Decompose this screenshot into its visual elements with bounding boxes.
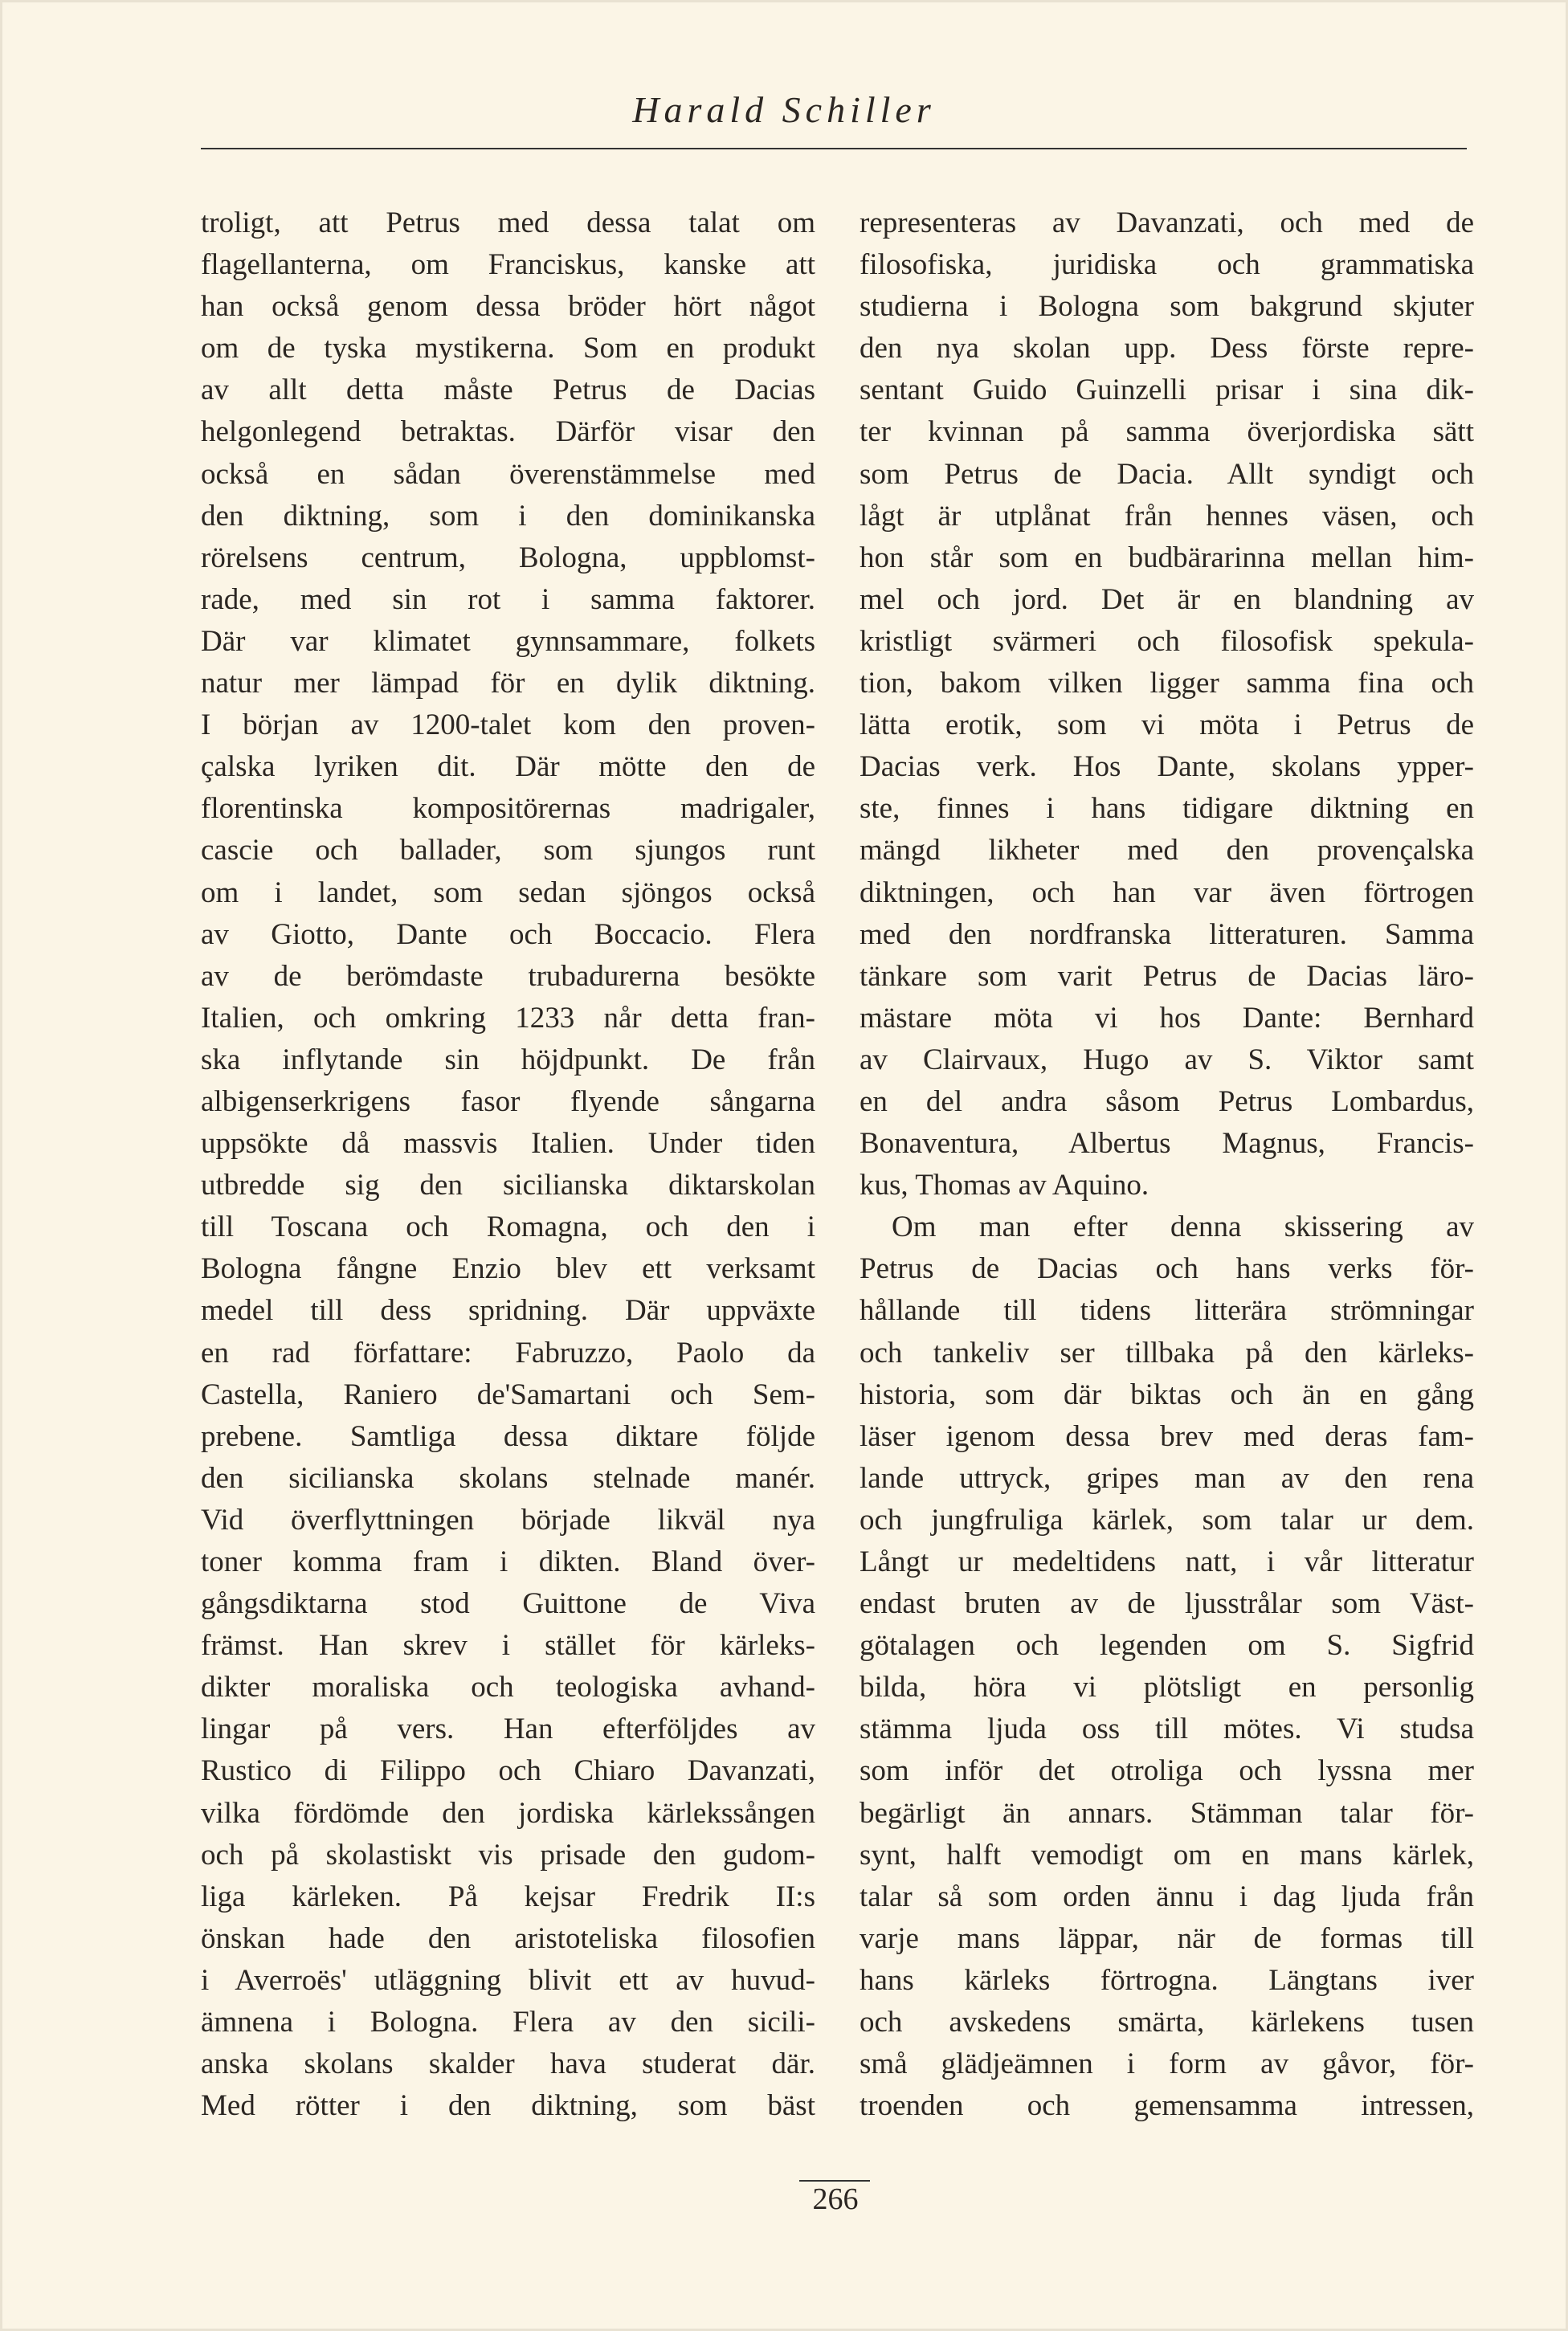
text-line: om i landet, som sedan sjöngos också — [201, 876, 815, 909]
text-line: en del andra såsom Petrus Lombardus, — [860, 1084, 1474, 1118]
text-line: Rustico di Filippo och Chiaro Davanzati, — [201, 1754, 815, 1788]
text-line: toner komma fram i dikten. Bland över- — [201, 1545, 815, 1578]
text-line: liga kärleken. På kejsar Fredrik II:s — [201, 1880, 815, 1913]
text-line: som Petrus de Dacia. Allt syndigt och — [860, 457, 1474, 491]
text-line: Långt ur medeltidens natt, i vår litteratur — [860, 1545, 1474, 1578]
header-rule — [201, 148, 1467, 149]
text-line: en rad författare: Fabruzzo, Paolo da — [201, 1336, 815, 1370]
text-line: albigenserkrigens fasor flyende sångarna — [201, 1084, 815, 1118]
text-line: Bologna fångne Enzio blev ett verksamt — [201, 1252, 815, 1286]
text-line: natur mer lämpad för en dylik diktning. — [201, 667, 815, 700]
text-line: kristligt svärmeri och filosofisk spekula- — [860, 624, 1474, 658]
text-line: endast bruten av de ljusstrålar som Väst- — [860, 1587, 1474, 1621]
text-line: dikter moraliska och teologiska avhand- — [201, 1671, 815, 1704]
text-line: tänkare som varit Petrus de Dacias läro- — [860, 959, 1474, 993]
text-line: troenden och gemensamma intressen, — [860, 2089, 1474, 2123]
text-line: den nya skolan upp. Dess förste repre- — [860, 332, 1474, 365]
text-line: med den nordfranska litteraturen. Samma — [860, 917, 1474, 951]
text-line: vilka fördömde den jordiska kärlekssången — [201, 1796, 815, 1830]
text-line: medel till dess spridning. Där uppväxte — [201, 1294, 815, 1328]
text-line: och avskedens smärta, kärlekens tusen — [860, 2006, 1474, 2039]
text-line: mängd likheter med den provençalska — [860, 834, 1474, 867]
text-line: och på skolastiskt vis prisade den gudom- — [201, 1838, 815, 1872]
text-line: talar så som orden ännu i dag ljuda från — [860, 1880, 1474, 1913]
text-line: utbredde sig den sicilianska diktarskolan — [201, 1169, 815, 1202]
text-line: rade, med sin rot i samma faktorer. — [201, 582, 815, 616]
text-line: ska inflytande sin höjdpunkt. De från — [201, 1043, 815, 1076]
text-line: till Toscana och Romagna, och den i — [201, 1210, 815, 1244]
text-line: Vid överflyttningen började likväl nya — [201, 1503, 815, 1537]
text-line: synt, halft vemodigt om en mans kärlek, — [860, 1838, 1474, 1872]
text-line: om de tyska mystikerna. Som en produkt — [201, 332, 815, 365]
text-line: Castella, Raniero de'Samartani och Sem- — [201, 1378, 815, 1411]
text-line: troligt, att Petrus med dessa talat om — [201, 206, 815, 239]
text-line: den diktning, som i den dominikanska — [201, 499, 815, 533]
right-column — [860, 202, 1474, 2127]
text-line: kus, Thomas av Aquino. — [860, 1169, 1149, 1202]
text-line: representeras av Davanzati, och med de — [860, 206, 1474, 239]
text-line: uppsökte då massvis Italien. Under tiden — [201, 1127, 815, 1161]
text-line: rörelsens centrum, Bologna, uppblomst- — [201, 541, 815, 574]
text-line: Om man efter denna skissering av — [892, 1210, 1474, 1244]
text-line: filosofiska, juridiska och grammatiska — [860, 248, 1474, 282]
text-line: gångsdiktarna stod Guittone de Viva — [201, 1587, 815, 1621]
text-line: sentant Guido Guinzelli prisar i sina dik- — [860, 374, 1474, 407]
text-line: hon står som en budbärarinna mellan him- — [860, 541, 1474, 574]
text-line: han också genom dessa bröder hört något — [201, 290, 815, 324]
running-head-author: Harald Schiller — [632, 89, 936, 130]
text-line: som inför det otroliga och lyssna mer — [860, 1754, 1474, 1788]
text-line: främst. Han skrev i stället för kärleks- — [201, 1629, 815, 1663]
text-line: läser igenom dessa brev med deras fam- — [860, 1419, 1474, 1453]
text-line: tion, bakom vilken ligger samma fina och — [860, 667, 1474, 700]
text-line: diktningen, och han var även förtrogen — [860, 876, 1474, 909]
text-line: av Giotto, Dante och Boccacio. Flera — [201, 917, 815, 951]
text-line: hans kärleks förtrogna. Längtans iver — [860, 1963, 1474, 1997]
text-line: och jungfruliga kärlek, som talar ur dem. — [860, 1503, 1474, 1537]
text-line: studierna i Bologna som bakgrund skjuter — [860, 290, 1474, 324]
page-number: 266 — [812, 2182, 859, 2216]
text-line: bilda, höra vi plötsligt en personlig — [860, 1671, 1474, 1704]
text-line: hållande till tidens litterära strömningar — [860, 1294, 1474, 1328]
left-column — [201, 202, 815, 2127]
text-line: lingar på vers. Han efterföljdes av — [201, 1713, 815, 1746]
text-line: lätta erotik, som vi möta i Petrus de — [860, 708, 1474, 742]
text-line: också en sådan överenstämmelse med — [201, 457, 815, 491]
text-line: Med rötter i den diktning, som bäst — [201, 2089, 815, 2123]
text-line: ämnena i Bologna. Flera av den sicili- — [201, 2006, 815, 2039]
text-line: stämma ljuda oss till mötes. Vi studsa — [860, 1713, 1474, 1746]
text-line: av de berömdaste trubadurerna besökte — [201, 959, 815, 993]
text-line: den sicilianska skolans stelnade manér. — [201, 1461, 815, 1495]
text-line: götalagen och legenden om S. Sigfrid — [860, 1629, 1474, 1663]
text-line: av allt detta måste Petrus de Dacias — [201, 374, 815, 407]
text-line: önskan hade den aristoteliska filosofien — [201, 1921, 815, 1955]
text-line: mel och jord. Det är en blandning av — [860, 582, 1474, 616]
text-line: Där var klimatet gynnsammare, folkets — [201, 624, 815, 658]
text-line: prebene. Samtliga dessa diktare följde — [201, 1419, 815, 1453]
text-line: cascie och ballader, som sjungos runt — [201, 834, 815, 867]
text-line: Dacias verk. Hos Dante, skolans ypper- — [860, 750, 1474, 784]
text-line: i Averroës' utläggning blivit ett av huvud- — [201, 1963, 815, 1997]
text-line: och tankeliv ser tillbaka på den kärleks- — [860, 1336, 1474, 1370]
text-line: Italien, och omkring 1233 når detta fran- — [201, 1001, 815, 1035]
text-line: florentinska kompositörernas madrigaler, — [201, 792, 815, 826]
text-line: Bonaventura, Albertus Magnus, Francis- — [860, 1127, 1474, 1161]
text-line: lande uttryck, gripes man av den rena — [860, 1461, 1474, 1495]
text-line: çalska lyriken dit. Där mötte den de — [201, 750, 815, 784]
text-line: ste, finnes i hans tidigare diktning en — [860, 792, 1474, 826]
text-line: anska skolans skalder hava studerat där. — [201, 2047, 815, 2081]
text-line: mästare möta vi hos Dante: Bernhard — [860, 1001, 1474, 1035]
text-line: I början av 1200-talet kom den proven- — [201, 708, 815, 742]
text-line: små glädjeämnen i form av gåvor, för- — [860, 2047, 1474, 2081]
text-line: ter kvinnan på samma överjordiska sätt — [860, 415, 1474, 449]
text-line: av Clairvaux, Hugo av S. Viktor samt — [860, 1043, 1474, 1076]
text-line: Petrus de Dacias och hans verks för- — [860, 1252, 1474, 1286]
text-line: lågt är utplånat från hennes väsen, och — [860, 499, 1474, 533]
text-line: helgonlegend betraktas. Därför visar den — [201, 415, 815, 449]
text-line: flagellanterna, om Franciskus, kanske att — [201, 248, 815, 282]
text-line: begärligt än annars. Stämman talar för- — [860, 1796, 1474, 1830]
text-line: historia, som där biktas och än en gång — [860, 1378, 1474, 1411]
text-line: varje mans läppar, när de formas till — [860, 1921, 1474, 1955]
